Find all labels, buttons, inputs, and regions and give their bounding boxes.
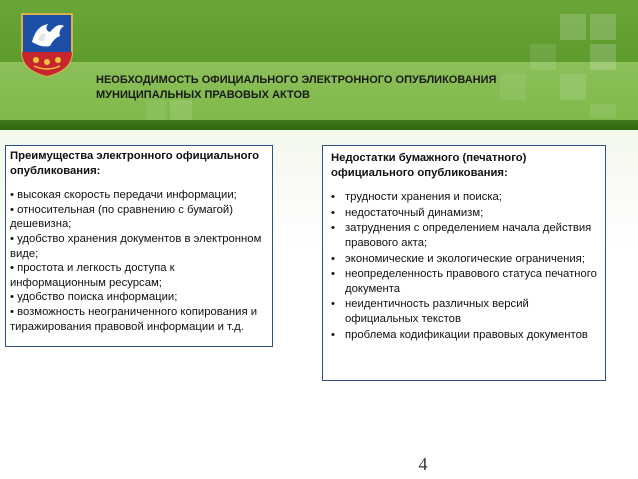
list-item [331,206,597,221]
bullet-icon: • [331,268,335,281]
list-item-text: экономические и экологические ограничения; [345,252,585,265]
disadvantages-list [331,190,597,342]
bullet-icon: • [331,328,335,341]
list-item-text: неопределенность правового статуса печатного документа [345,268,597,295]
bullet-icon: • [331,206,335,219]
decor-tile [590,14,616,40]
disadvantages-heading: Недостатки бумажного (печатного) официального опубликования: [331,152,527,179]
header-bottom-stripe [0,120,638,130]
title-line-2: МУНИЦИПАЛЬНЫХ ПРАВОВЫХ АКТОВ [96,89,310,101]
decor-tile [560,14,586,40]
list-item: • высокая скорость передачи информации; [10,189,237,202]
list-item [331,190,597,205]
list-item [331,328,597,343]
advantages-heading: Преимущества электронного официального опубликования: [10,150,260,177]
list-item: • простота и легкость доступа к информационным ресурсам; [10,262,175,289]
list-item: • возможность неограниченного копирования и тиражирования правовой информации и т.д. [10,305,258,333]
advantages-list [10,188,268,334]
disadvantages-box [322,145,606,381]
coat-of-arms-icon [20,12,74,78]
list-item [331,252,597,267]
bullet-icon: • [331,191,335,204]
bullet-icon: • [331,252,335,265]
bullet-icon: • [331,222,335,235]
decor-tile [530,44,556,70]
decor-tile [590,44,616,70]
list-item: • относительная (по сравнению с бумагой) дешевизна; [10,203,233,231]
title-line-1: НЕОБХОДИМОСТЬ ОФИЦИАЛЬНОГО ЭЛЕКТРОННОГО ОПУБЛИКОВАНИЯ [96,74,497,86]
list-item [331,297,597,326]
list-item [331,221,597,250]
list-item: • удобство поиска информации; [10,291,178,304]
advantages-box [5,145,273,347]
page-title [96,73,596,103]
list-item-text: проблема кодификации правовых документов [345,328,588,341]
list-item-text: затруднения с определением начала действия правового акта; [345,222,592,249]
list-item-text: недостаточный динамизм; [345,206,484,219]
decor-tile [590,104,616,118]
page-number: 4 [418,454,428,474]
list-item-text: трудности хранения и поиска; [345,191,502,204]
decor-tile [170,100,192,120]
bullet-icon: • [331,298,335,311]
header-banner [0,0,638,130]
list-item [331,267,597,296]
list-item: • удобство хранения документов в электронном виде; [10,232,262,260]
decor-tile [146,100,166,120]
list-item-text: неидентичность различных версий официальных текстов [345,298,529,325]
